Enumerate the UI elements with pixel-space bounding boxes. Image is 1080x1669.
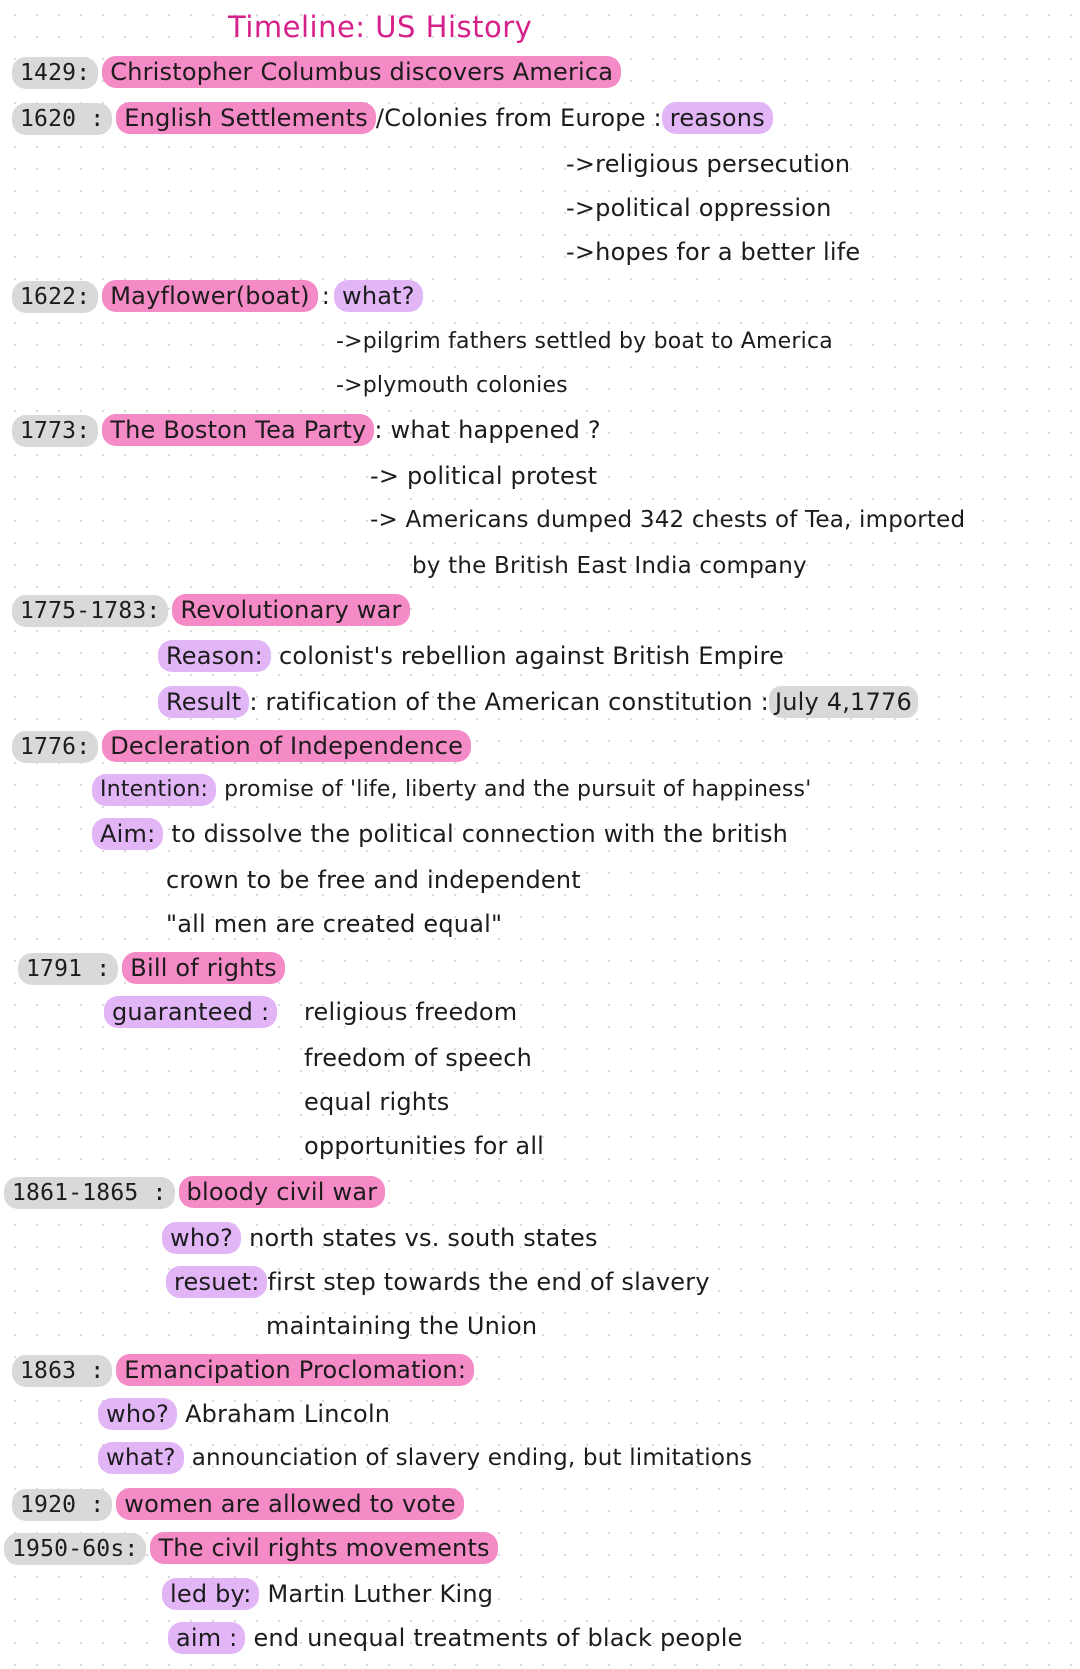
bullet-point: -> political protest xyxy=(370,462,598,490)
timeline-entry-1622: 1622: Mayflower(boat) : what? xyxy=(12,280,423,313)
list-item: equal rights xyxy=(304,1088,450,1116)
list-item: religious freedom xyxy=(304,998,518,1026)
detail-text: to dissolve the political connection with the british xyxy=(171,820,789,848)
detail-aim xyxy=(92,818,788,850)
timeline-entry-1950-60s xyxy=(4,1532,498,1565)
detail-text: first step towards the end of slavery xyxy=(267,1268,710,1296)
detail-text: : ratification of the American constitution : xyxy=(249,688,769,716)
timeline-entry-1775-1783 xyxy=(12,594,410,627)
bullet-point: by the British East India company xyxy=(412,553,807,579)
year-badge: 1776: xyxy=(12,731,98,763)
detail-who xyxy=(162,1222,598,1254)
event-highlight: English Settlements xyxy=(116,102,376,134)
detail-text: Martin Luther King xyxy=(267,1580,494,1608)
year-badge: 1773: xyxy=(12,415,98,447)
bullet-point: ->hopes for a better life xyxy=(566,238,861,266)
detail-text: announciation of slavery ending, but limitations xyxy=(191,1445,753,1471)
label-highlight: reasons xyxy=(662,102,773,134)
detail-what xyxy=(98,1442,752,1474)
label-guaranteed xyxy=(104,996,277,1028)
label-highlight: what? xyxy=(334,280,423,312)
label-highlight: resuet: xyxy=(166,1266,267,1298)
event-highlight: Bill of rights xyxy=(122,952,285,984)
event-highlight: Emancipation Proclomation: xyxy=(116,1354,474,1386)
page-title: Timeline: US History xyxy=(228,10,533,44)
event-text: : what happened ? xyxy=(374,416,601,444)
detail-text: north states vs. south states xyxy=(249,1224,598,1252)
event-highlight: Decleration of Independence xyxy=(102,730,471,762)
year-badge: 1620 : xyxy=(12,103,112,135)
detail-who xyxy=(98,1398,390,1430)
label-highlight: what? xyxy=(98,1442,184,1474)
year-badge: 1791 : xyxy=(18,953,118,985)
event-text: /Colonies from Europe : xyxy=(375,104,662,132)
timeline-entry-1429 xyxy=(12,56,621,89)
detail-text: maintaining the Union xyxy=(266,1312,538,1340)
event-highlight: women are allowed to vote xyxy=(116,1488,464,1520)
bullet-point: ->pilgrim fathers settled by boat to America xyxy=(336,329,833,354)
event-highlight: The civil rights movements xyxy=(150,1532,497,1564)
year-badge: 1622: xyxy=(12,281,98,313)
detail-text: end unequal treatments of black people xyxy=(253,1624,743,1652)
year-badge: 1775-1783: xyxy=(12,595,168,627)
timeline-entry-1920 xyxy=(12,1488,464,1521)
event-highlight: Christopher Columbus discovers America xyxy=(102,56,621,88)
quote-text: "all men are created equal" xyxy=(166,910,503,938)
bullet-point: ->political oppression xyxy=(566,194,832,222)
label-highlight: led by: xyxy=(162,1578,259,1610)
label-highlight: aim : xyxy=(168,1622,245,1654)
timeline-entry-1773 xyxy=(12,414,601,447)
detail-text: promise of 'life, liberty and the pursuit of happiness' xyxy=(224,777,812,802)
year-badge: 1863 : xyxy=(12,1355,112,1387)
timeline-entry-1620 xyxy=(12,102,773,135)
detail-text: colonist's rebellion against British Empire xyxy=(278,642,784,670)
year-badge: 1950-60s: xyxy=(4,1533,146,1565)
year-badge: 1861-1865 : xyxy=(4,1177,175,1209)
label-highlight: Reason: xyxy=(158,640,271,672)
bullet-point: -> Americans dumped 342 chests of Tea, imported xyxy=(370,507,966,533)
label-highlight: Intention: xyxy=(92,774,216,806)
label-highlight: who? xyxy=(162,1222,241,1254)
bullet-point: ->religious persecution xyxy=(566,150,851,178)
detail-aim xyxy=(168,1622,743,1654)
detail-led-by xyxy=(162,1578,493,1610)
timeline-entry-1861-1865 xyxy=(4,1176,385,1209)
detail-reason xyxy=(158,640,784,672)
label-highlight: Result xyxy=(158,686,249,718)
event-highlight: Mayflower(boat) xyxy=(102,280,317,312)
event-highlight: The Boston Tea Party xyxy=(102,414,374,446)
year-badge: 1920 : xyxy=(12,1489,112,1521)
list-item: freedom of speech xyxy=(304,1044,533,1072)
detail-result xyxy=(166,1266,710,1298)
detail-text: crown to be free and independent xyxy=(166,866,581,894)
timeline-entry-1863 xyxy=(12,1354,474,1387)
timeline-entry-1791 xyxy=(18,952,285,985)
detail-result xyxy=(158,686,918,718)
timeline-entry-1776 xyxy=(12,730,471,763)
label-highlight: Aim: xyxy=(92,818,163,850)
detail-intention xyxy=(92,774,811,806)
event-highlight: bloody civil war xyxy=(179,1176,386,1208)
label-highlight: guaranteed : xyxy=(104,996,277,1028)
list-item: opportunities for all xyxy=(304,1132,545,1160)
event-highlight: Revolutionary war xyxy=(172,594,409,626)
year-badge: 1429: xyxy=(12,57,98,89)
date-highlight: July 4,1776 xyxy=(769,686,918,718)
detail-text: Abraham Lincoln xyxy=(185,1400,391,1428)
label-highlight: who? xyxy=(98,1398,177,1430)
bullet-point: ->plymouth colonies xyxy=(336,373,568,398)
